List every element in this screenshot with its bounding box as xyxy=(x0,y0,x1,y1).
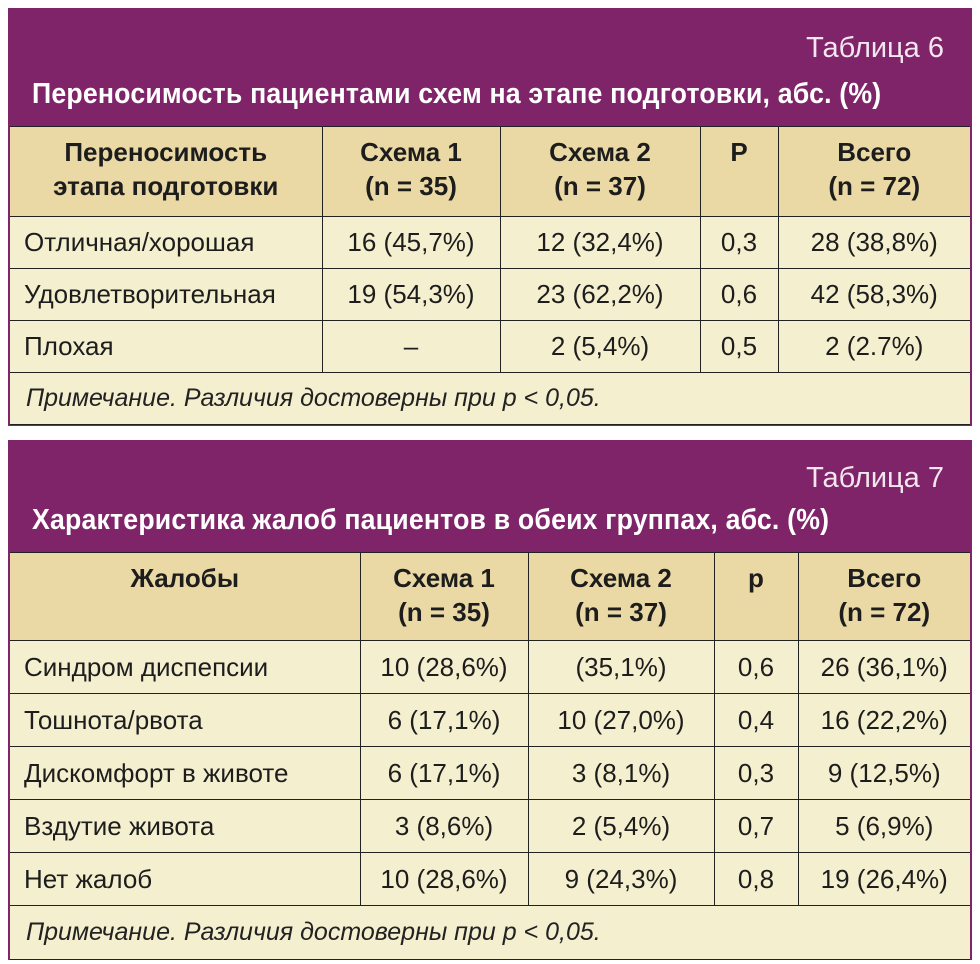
column-header-scheme-2 xyxy=(500,127,700,217)
row-label: Тошнота/рвота xyxy=(10,694,360,747)
header-line: Жалобы xyxy=(130,563,240,593)
table-7-label: Таблица 7 xyxy=(806,462,944,494)
row-label: Удовлетворительная xyxy=(10,269,322,321)
column-header-tolerability xyxy=(10,127,322,217)
table-7-title: Характеристика жалоб пациентов в обеих группах, абс. (%) xyxy=(32,504,830,536)
cell-scheme-1: 3 (8,6%) xyxy=(360,800,528,853)
row-label: Нет жалоб xyxy=(10,853,360,906)
cell-total: 2 (2.7%) xyxy=(778,321,970,373)
cell-p: 0,3 xyxy=(714,747,798,800)
cell-p: 0,5 xyxy=(700,321,778,373)
cell-scheme-2: 12 (32,4%) xyxy=(500,217,700,269)
row-label: Плохая xyxy=(10,321,322,373)
table-row xyxy=(10,747,970,800)
cell-scheme-2: 10 (27,0%) xyxy=(528,694,714,747)
header-line: P xyxy=(730,137,748,167)
header-line: Всего xyxy=(837,137,912,167)
column-header-total xyxy=(798,553,970,641)
table-6-header-band xyxy=(10,10,970,126)
cell-total: 5 (6,9%) xyxy=(798,800,970,853)
column-header-scheme-2 xyxy=(528,553,714,641)
table-7-header-row xyxy=(10,553,970,641)
column-header-scheme-1 xyxy=(360,553,528,641)
cell-p: 0,6 xyxy=(700,269,778,321)
header-line: Схема 1 xyxy=(360,137,462,167)
cell-scheme-1: 10 (28,6%) xyxy=(360,853,528,906)
cell-total: 28 (38,8%) xyxy=(778,217,970,269)
header-line: Всего xyxy=(847,563,922,593)
header-line: (n = 72) xyxy=(838,597,931,627)
cell-scheme-2: 9 (24,3%) xyxy=(528,853,714,906)
table-6 xyxy=(10,126,970,425)
row-label: Синдром диспепсии xyxy=(10,641,360,694)
row-label: Отличная/хорошая xyxy=(10,217,322,269)
cell-total: 26 (36,1%) xyxy=(798,641,970,694)
cell-scheme-1: 19 (54,3%) xyxy=(322,269,500,321)
column-header-total xyxy=(778,127,970,217)
table-7-header-band xyxy=(10,442,970,552)
table-6-header-row xyxy=(10,127,970,217)
row-label: Дискомфорт в животе xyxy=(10,747,360,800)
table-7 xyxy=(10,552,970,960)
table-6-block xyxy=(8,8,972,426)
cell-scheme-2: 2 (5,4%) xyxy=(528,800,714,853)
cell-scheme-2: 3 (8,1%) xyxy=(528,747,714,800)
header-line: (n = 35) xyxy=(365,171,457,201)
table-row xyxy=(10,694,970,747)
cell-scheme-2: 2 (5,4%) xyxy=(500,321,700,373)
table-6-title: Переносимость пациентами схем на этапе подготовки, абс. (%) xyxy=(32,78,882,110)
cell-total: 16 (22,2%) xyxy=(798,694,970,747)
row-label: Вздутие живота xyxy=(10,800,360,853)
cell-scheme-2: 23 (62,2%) xyxy=(500,269,700,321)
header-line: Схема 2 xyxy=(549,137,651,167)
header-line: Схема 2 xyxy=(570,563,672,593)
table-6-note: Примечание. Различия достоверны при p < 0,05. xyxy=(10,373,970,425)
header-line: p xyxy=(748,563,764,593)
table-6-note-row xyxy=(10,373,970,425)
table-row xyxy=(10,217,970,269)
header-line: (n = 72) xyxy=(828,171,921,201)
table-row xyxy=(10,641,970,694)
cell-scheme-1: 6 (17,1%) xyxy=(360,694,528,747)
cell-total: 42 (58,3%) xyxy=(778,269,970,321)
column-header-complaints xyxy=(10,553,360,641)
cell-total: 9 (12,5%) xyxy=(798,747,970,800)
cell-p: 0,6 xyxy=(714,641,798,694)
header-line: этапа подготовки xyxy=(53,171,279,201)
column-header-scheme-1 xyxy=(322,127,500,217)
cell-p: 0,4 xyxy=(714,694,798,747)
header-line: Схема 1 xyxy=(393,563,495,593)
table-7-note-row xyxy=(10,906,970,960)
table-7-note: Примечание. Различия достоверны при p < 0,05. xyxy=(10,906,970,960)
cell-p: 0,3 xyxy=(700,217,778,269)
cell-scheme-2: (35,1%) xyxy=(528,641,714,694)
header-line: Переносимость xyxy=(64,137,268,167)
cell-scheme-1: 16 (45,7%) xyxy=(322,217,500,269)
header-line: (n = 37) xyxy=(575,597,667,627)
table-7-block xyxy=(8,440,972,960)
column-header-p xyxy=(700,127,778,217)
cell-scheme-1: 6 (17,1%) xyxy=(360,747,528,800)
table-row xyxy=(10,800,970,853)
table-row xyxy=(10,269,970,321)
cell-p: 0,7 xyxy=(714,800,798,853)
cell-scheme-1: – xyxy=(322,321,500,373)
header-line: (n = 37) xyxy=(554,171,646,201)
table-row xyxy=(10,321,970,373)
table-6-label: Таблица 6 xyxy=(806,32,944,64)
header-line: (n = 35) xyxy=(398,597,490,627)
column-header-p xyxy=(714,553,798,641)
table-row xyxy=(10,853,970,906)
cell-total: 19 (26,4%) xyxy=(798,853,970,906)
cell-scheme-1: 10 (28,6%) xyxy=(360,641,528,694)
cell-p: 0,8 xyxy=(714,853,798,906)
